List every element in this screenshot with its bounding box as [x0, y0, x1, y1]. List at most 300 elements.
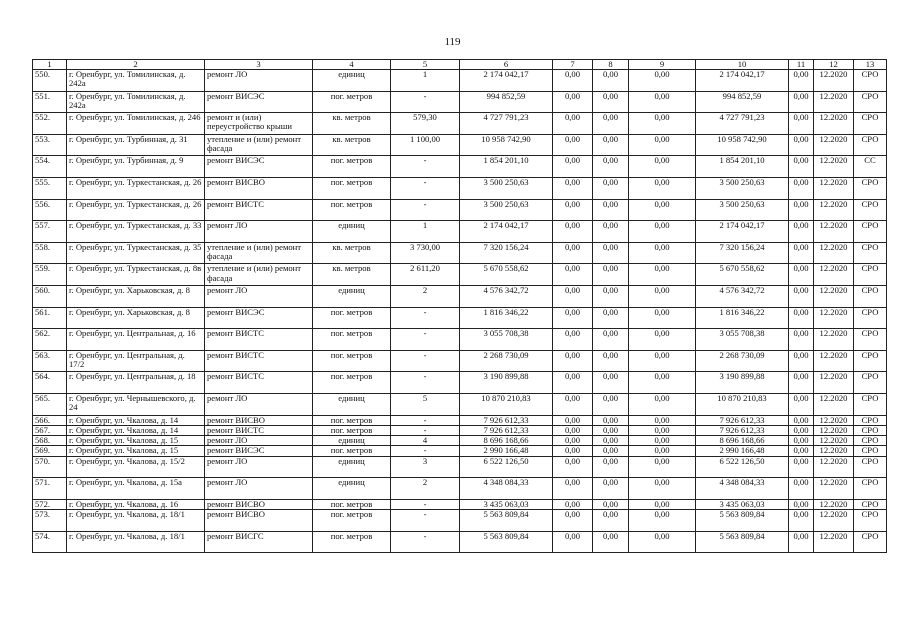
value-cell-7: 0,00 [553, 91, 593, 113]
value-cell-7: 0,00 [553, 264, 593, 286]
date-cell: 12.2020 [814, 372, 854, 394]
quantity-cell: - [391, 350, 460, 372]
cost-cell: 3 435 063,03 [460, 499, 553, 509]
total-cell: 5 670 558,62 [696, 264, 789, 286]
total-cell: 6 522 126,50 [696, 456, 789, 478]
value-cell-9: 0,00 [629, 456, 696, 478]
date-cell: 12.2020 [814, 436, 854, 446]
value-cell-7: 0,00 [553, 446, 593, 456]
value-cell-9: 0,00 [629, 499, 696, 509]
source-cell: СС [854, 156, 887, 178]
value-cell-11: 0,00 [789, 264, 814, 286]
work-type-cell: ремонт ВИСТС [205, 350, 313, 372]
total-cell: 3 190 899,88 [696, 372, 789, 394]
column-header: 2 [67, 60, 205, 70]
cost-cell: 1 816 346,22 [460, 307, 553, 329]
column-header: 6 [460, 60, 553, 70]
column-header: 1 [33, 60, 67, 70]
date-cell: 12.2020 [814, 199, 854, 221]
cost-cell: 10 870 210,83 [460, 393, 553, 415]
address-cell: г. Оренбург, ул. Туркестанская, д. 33 [67, 221, 205, 243]
value-cell-8: 0,00 [593, 156, 629, 178]
address-cell: г. Оренбург, ул. Чкалова, д. 16 [67, 499, 205, 509]
cost-cell: 4 348 084,33 [460, 478, 553, 500]
row-number: 574. [33, 531, 67, 553]
source-cell: СРО [854, 350, 887, 372]
value-cell-8: 0,00 [593, 177, 629, 199]
table-row [33, 134, 887, 156]
date-cell: 12.2020 [814, 478, 854, 500]
cost-cell: 5 563 809,84 [460, 510, 553, 532]
address-cell: г. Оренбург, ул. Чкалова, д. 14 [67, 425, 205, 435]
value-cell-9: 0,00 [629, 446, 696, 456]
value-cell-11: 0,00 [789, 156, 814, 178]
column-header: 13 [854, 60, 887, 70]
address-cell: г. Оренбург, ул. Харьковская, д. 8 [67, 285, 205, 307]
address-cell: г. Оренбург, ул. Томилинская, д. 242а [67, 70, 205, 92]
table-row [33, 70, 887, 92]
unit-cell: кв. метров [313, 134, 391, 156]
value-cell-7: 0,00 [553, 285, 593, 307]
value-cell-8: 0,00 [593, 456, 629, 478]
value-cell-8: 0,00 [593, 329, 629, 351]
works-table [32, 59, 887, 553]
value-cell-9: 0,00 [629, 199, 696, 221]
table-row [33, 478, 887, 500]
row-number: 557. [33, 221, 67, 243]
value-cell-9: 0,00 [629, 134, 696, 156]
column-header: 8 [593, 60, 629, 70]
cost-cell: 5 670 558,62 [460, 264, 553, 286]
cost-cell: 7 926 612,33 [460, 425, 553, 435]
source-cell: СРО [854, 285, 887, 307]
table-body [33, 70, 887, 553]
value-cell-11: 0,00 [789, 456, 814, 478]
total-cell: 4 348 084,33 [696, 478, 789, 500]
value-cell-9: 0,00 [629, 221, 696, 243]
value-cell-8: 0,00 [593, 221, 629, 243]
total-cell: 2 268 730,09 [696, 350, 789, 372]
date-cell: 12.2020 [814, 221, 854, 243]
value-cell-7: 0,00 [553, 221, 593, 243]
unit-cell: пог. метров [313, 177, 391, 199]
total-cell: 5 563 809,84 [696, 510, 789, 532]
total-cell: 2 174 042,17 [696, 70, 789, 92]
total-cell: 1 854 201,10 [696, 156, 789, 178]
work-type-cell: ремонт ЛО [205, 478, 313, 500]
cost-cell: 10 958 742,90 [460, 134, 553, 156]
address-cell: г. Оренбург, ул. Томилинская, д. 246 [67, 113, 205, 135]
table-row [33, 307, 887, 329]
cost-cell: 2 174 042,17 [460, 70, 553, 92]
source-cell: СРО [854, 177, 887, 199]
source-cell: СРО [854, 264, 887, 286]
date-cell: 12.2020 [814, 177, 854, 199]
row-number: 560. [33, 285, 67, 307]
column-header: 3 [205, 60, 313, 70]
address-cell: г. Оренбург, ул. Туркестанская, д. 8в [67, 264, 205, 286]
table-row [33, 456, 887, 478]
value-cell-7: 0,00 [553, 393, 593, 415]
unit-cell: кв. метров [313, 242, 391, 264]
cost-cell: 2 990 166,48 [460, 446, 553, 456]
total-cell: 4 727 791,23 [696, 113, 789, 135]
work-type-cell: ремонт ВИСЭС [205, 307, 313, 329]
quantity-cell: - [391, 156, 460, 178]
date-cell: 12.2020 [814, 425, 854, 435]
row-number: 568. [33, 436, 67, 446]
unit-cell: пог. метров [313, 350, 391, 372]
value-cell-11: 0,00 [789, 242, 814, 264]
date-cell: 12.2020 [814, 456, 854, 478]
value-cell-7: 0,00 [553, 242, 593, 264]
table-row [33, 285, 887, 307]
quantity-cell: 2 611,20 [391, 264, 460, 286]
value-cell-8: 0,00 [593, 510, 629, 532]
total-cell: 3 055 708,38 [696, 329, 789, 351]
value-cell-7: 0,00 [553, 372, 593, 394]
row-number: 550. [33, 70, 67, 92]
quantity-cell: 2 [391, 478, 460, 500]
value-cell-7: 0,00 [553, 415, 593, 425]
work-type-cell: ремонт ВИСВО [205, 415, 313, 425]
column-header: 4 [313, 60, 391, 70]
value-cell-8: 0,00 [593, 199, 629, 221]
quantity-cell: 3 730,00 [391, 242, 460, 264]
row-number: 552. [33, 113, 67, 135]
value-cell-11: 0,00 [789, 91, 814, 113]
work-type-cell: ремонт ВИСЭС [205, 156, 313, 178]
work-type-cell: ремонт ВИСЭС [205, 91, 313, 113]
unit-cell: пог. метров [313, 307, 391, 329]
quantity-cell: - [391, 510, 460, 532]
source-cell: СРО [854, 221, 887, 243]
address-cell: г. Оренбург, ул. Центральная, д. 16 [67, 329, 205, 351]
column-header: 7 [553, 60, 593, 70]
total-cell: 3 500 250,63 [696, 199, 789, 221]
row-number: 573. [33, 510, 67, 532]
table-row [33, 499, 887, 509]
quantity-cell: - [391, 307, 460, 329]
cost-cell: 4 727 791,23 [460, 113, 553, 135]
quantity-cell: - [391, 499, 460, 509]
value-cell-8: 0,00 [593, 134, 629, 156]
row-number: 569. [33, 446, 67, 456]
date-cell: 12.2020 [814, 415, 854, 425]
work-type-cell: утепление и (или) ремонт фасада [205, 264, 313, 286]
source-cell: СРО [854, 456, 887, 478]
value-cell-7: 0,00 [553, 531, 593, 553]
row-number: 556. [33, 199, 67, 221]
value-cell-8: 0,00 [593, 425, 629, 435]
unit-cell: пог. метров [313, 372, 391, 394]
quantity-cell: 579,30 [391, 113, 460, 135]
row-number: 553. [33, 134, 67, 156]
value-cell-11: 0,00 [789, 372, 814, 394]
value-cell-9: 0,00 [629, 156, 696, 178]
quantity-cell: 5 [391, 393, 460, 415]
value-cell-9: 0,00 [629, 70, 696, 92]
value-cell-7: 0,00 [553, 436, 593, 446]
value-cell-8: 0,00 [593, 70, 629, 92]
value-cell-9: 0,00 [629, 510, 696, 532]
work-type-cell: ремонт ЛО [205, 285, 313, 307]
value-cell-8: 0,00 [593, 285, 629, 307]
quantity-cell: 1 100,00 [391, 134, 460, 156]
value-cell-9: 0,00 [629, 350, 696, 372]
unit-cell: единиц [313, 436, 391, 446]
quantity-cell: - [391, 372, 460, 394]
total-cell: 994 852,59 [696, 91, 789, 113]
date-cell: 12.2020 [814, 350, 854, 372]
quantity-cell: 4 [391, 436, 460, 446]
value-cell-8: 0,00 [593, 478, 629, 500]
value-cell-9: 0,00 [629, 307, 696, 329]
quantity-cell: 1 [391, 221, 460, 243]
value-cell-11: 0,00 [789, 329, 814, 351]
value-cell-8: 0,00 [593, 91, 629, 113]
work-type-cell: ремонт ВИСВО [205, 510, 313, 532]
value-cell-11: 0,00 [789, 307, 814, 329]
unit-cell: пог. метров [313, 425, 391, 435]
value-cell-9: 0,00 [629, 285, 696, 307]
value-cell-7: 0,00 [553, 510, 593, 532]
table-row [33, 91, 887, 113]
value-cell-11: 0,00 [789, 415, 814, 425]
quantity-cell: 1 [391, 70, 460, 92]
value-cell-9: 0,00 [629, 242, 696, 264]
row-number: 567. [33, 425, 67, 435]
value-cell-7: 0,00 [553, 329, 593, 351]
source-cell: СРО [854, 329, 887, 351]
work-type-cell: ремонт ЛО [205, 70, 313, 92]
total-cell: 8 696 168,66 [696, 436, 789, 446]
table-row [33, 510, 887, 532]
unit-cell: пог. метров [313, 199, 391, 221]
row-number: 564. [33, 372, 67, 394]
table-row [33, 113, 887, 135]
value-cell-8: 0,00 [593, 242, 629, 264]
address-cell: г. Оренбург, ул. Туркестанская, д. 35 [67, 242, 205, 264]
total-cell: 7 926 612,33 [696, 415, 789, 425]
value-cell-8: 0,00 [593, 531, 629, 553]
address-cell: г. Оренбург, ул. Чкалова, д. 15а [67, 478, 205, 500]
address-cell: г. Оренбург, ул. Турбинная, д. 31 [67, 134, 205, 156]
unit-cell: кв. метров [313, 113, 391, 135]
unit-cell: единиц [313, 221, 391, 243]
total-cell: 7 320 156,24 [696, 242, 789, 264]
value-cell-9: 0,00 [629, 91, 696, 113]
source-cell: СРО [854, 393, 887, 415]
row-number: 551. [33, 91, 67, 113]
total-cell: 10 870 210,83 [696, 393, 789, 415]
value-cell-8: 0,00 [593, 415, 629, 425]
quantity-cell: - [391, 531, 460, 553]
value-cell-9: 0,00 [629, 177, 696, 199]
value-cell-9: 0,00 [629, 436, 696, 446]
value-cell-11: 0,00 [789, 446, 814, 456]
table-row [33, 199, 887, 221]
total-cell: 2 174 042,17 [696, 221, 789, 243]
cost-cell: 7 926 612,33 [460, 415, 553, 425]
unit-cell: единиц [313, 456, 391, 478]
quantity-cell: - [391, 91, 460, 113]
row-number: 554. [33, 156, 67, 178]
work-type-cell: ремонт ВИСВО [205, 499, 313, 509]
date-cell: 12.2020 [814, 499, 854, 509]
value-cell-11: 0,00 [789, 70, 814, 92]
table-row [33, 415, 887, 425]
column-header: 9 [629, 60, 696, 70]
value-cell-9: 0,00 [629, 415, 696, 425]
value-cell-8: 0,00 [593, 393, 629, 415]
total-cell: 7 926 612,33 [696, 425, 789, 435]
source-cell: СРО [854, 425, 887, 435]
source-cell: СРО [854, 307, 887, 329]
address-cell: г. Оренбург, ул. Чкалова, д. 18/1 [67, 531, 205, 553]
work-type-cell: ремонт и (или) переустройство крыши [205, 113, 313, 135]
quantity-cell: 2 [391, 285, 460, 307]
column-header: 12 [814, 60, 854, 70]
value-cell-7: 0,00 [553, 199, 593, 221]
value-cell-9: 0,00 [629, 478, 696, 500]
source-cell: СРО [854, 499, 887, 509]
source-cell: СРО [854, 242, 887, 264]
table-row [33, 446, 887, 456]
row-number: 561. [33, 307, 67, 329]
row-number: 572. [33, 499, 67, 509]
work-type-cell: ремонт ЛО [205, 436, 313, 446]
value-cell-11: 0,00 [789, 199, 814, 221]
value-cell-11: 0,00 [789, 436, 814, 446]
address-cell: г. Оренбург, ул. Чкалова, д. 15 [67, 446, 205, 456]
header-row [33, 60, 887, 70]
date-cell: 12.2020 [814, 91, 854, 113]
value-cell-9: 0,00 [629, 425, 696, 435]
value-cell-8: 0,00 [593, 372, 629, 394]
value-cell-7: 0,00 [553, 425, 593, 435]
value-cell-8: 0,00 [593, 499, 629, 509]
source-cell: СРО [854, 446, 887, 456]
work-type-cell: утепление и (или) ремонт фасада [205, 242, 313, 264]
column-header: 5 [391, 60, 460, 70]
total-cell: 4 576 342,72 [696, 285, 789, 307]
unit-cell: единиц [313, 70, 391, 92]
date-cell: 12.2020 [814, 113, 854, 135]
unit-cell: пог. метров [313, 91, 391, 113]
value-cell-9: 0,00 [629, 393, 696, 415]
total-cell: 10 958 742,90 [696, 134, 789, 156]
address-cell: г. Оренбург, ул. Харьковская, д. 8 [67, 307, 205, 329]
work-type-cell: ремонт ВИСТС [205, 372, 313, 394]
table-row [33, 436, 887, 446]
value-cell-7: 0,00 [553, 134, 593, 156]
column-header: 11 [789, 60, 814, 70]
address-cell: г. Оренбург, ул. Чкалова, д. 14 [67, 415, 205, 425]
value-cell-7: 0,00 [553, 156, 593, 178]
value-cell-11: 0,00 [789, 393, 814, 415]
work-type-cell: ремонт ВИСТС [205, 425, 313, 435]
value-cell-7: 0,00 [553, 70, 593, 92]
unit-cell: пог. метров [313, 329, 391, 351]
cost-cell: 3 500 250,63 [460, 177, 553, 199]
row-number: 562. [33, 329, 67, 351]
address-cell: г. Оренбург, ул. Чкалова, д. 15 [67, 436, 205, 446]
value-cell-11: 0,00 [789, 285, 814, 307]
row-number: 570. [33, 456, 67, 478]
source-cell: СРО [854, 70, 887, 92]
row-number: 565. [33, 393, 67, 415]
value-cell-8: 0,00 [593, 350, 629, 372]
cost-cell: 3 055 708,38 [460, 329, 553, 351]
table-row [33, 329, 887, 351]
source-cell: СРО [854, 199, 887, 221]
row-number: 566. [33, 415, 67, 425]
address-cell: г. Оренбург, ул. Чкалова, д. 18/1 [67, 510, 205, 532]
cost-cell: 1 854 201,10 [460, 156, 553, 178]
work-type-cell: ремонт ЛО [205, 393, 313, 415]
value-cell-11: 0,00 [789, 499, 814, 509]
source-cell: СРО [854, 113, 887, 135]
value-cell-9: 0,00 [629, 372, 696, 394]
total-cell: 3 435 063,03 [696, 499, 789, 509]
work-type-cell: ремонт ВИСГС [205, 531, 313, 553]
date-cell: 12.2020 [814, 285, 854, 307]
date-cell: 12.2020 [814, 242, 854, 264]
unit-cell: единиц [313, 478, 391, 500]
date-cell: 12.2020 [814, 156, 854, 178]
source-cell: СРО [854, 531, 887, 553]
table-row [33, 531, 887, 553]
value-cell-7: 0,00 [553, 307, 593, 329]
date-cell: 12.2020 [814, 393, 854, 415]
total-cell: 1 816 346,22 [696, 307, 789, 329]
cost-cell: 7 320 156,24 [460, 242, 553, 264]
work-type-cell: ремонт ЛО [205, 221, 313, 243]
table-row [33, 425, 887, 435]
value-cell-9: 0,00 [629, 531, 696, 553]
value-cell-11: 0,00 [789, 221, 814, 243]
address-cell: г. Оренбург, ул. Центральная, д. 18 [67, 372, 205, 394]
work-type-cell: ремонт ВИСТС [205, 199, 313, 221]
value-cell-11: 0,00 [789, 350, 814, 372]
cost-cell: 6 522 126,50 [460, 456, 553, 478]
unit-cell: единиц [313, 285, 391, 307]
unit-cell: единиц [313, 393, 391, 415]
address-cell: г. Оренбург, ул. Туркестанская, д. 26 [67, 177, 205, 199]
date-cell: 12.2020 [814, 264, 854, 286]
total-cell: 3 500 250,63 [696, 177, 789, 199]
table-row [33, 393, 887, 415]
value-cell-8: 0,00 [593, 436, 629, 446]
row-number: 563. [33, 350, 67, 372]
work-type-cell: ремонт ВИСТС [205, 329, 313, 351]
value-cell-9: 0,00 [629, 264, 696, 286]
value-cell-7: 0,00 [553, 499, 593, 509]
table-row [33, 177, 887, 199]
cost-cell: 994 852,59 [460, 91, 553, 113]
source-cell: СРО [854, 510, 887, 532]
row-number: 559. [33, 264, 67, 286]
date-cell: 12.2020 [814, 446, 854, 456]
row-number: 558. [33, 242, 67, 264]
cost-cell: 2 268 730,09 [460, 350, 553, 372]
work-type-cell: ремонт ВИСЭС [205, 446, 313, 456]
source-cell: СРО [854, 91, 887, 113]
date-cell: 12.2020 [814, 329, 854, 351]
value-cell-11: 0,00 [789, 425, 814, 435]
quantity-cell: - [391, 329, 460, 351]
